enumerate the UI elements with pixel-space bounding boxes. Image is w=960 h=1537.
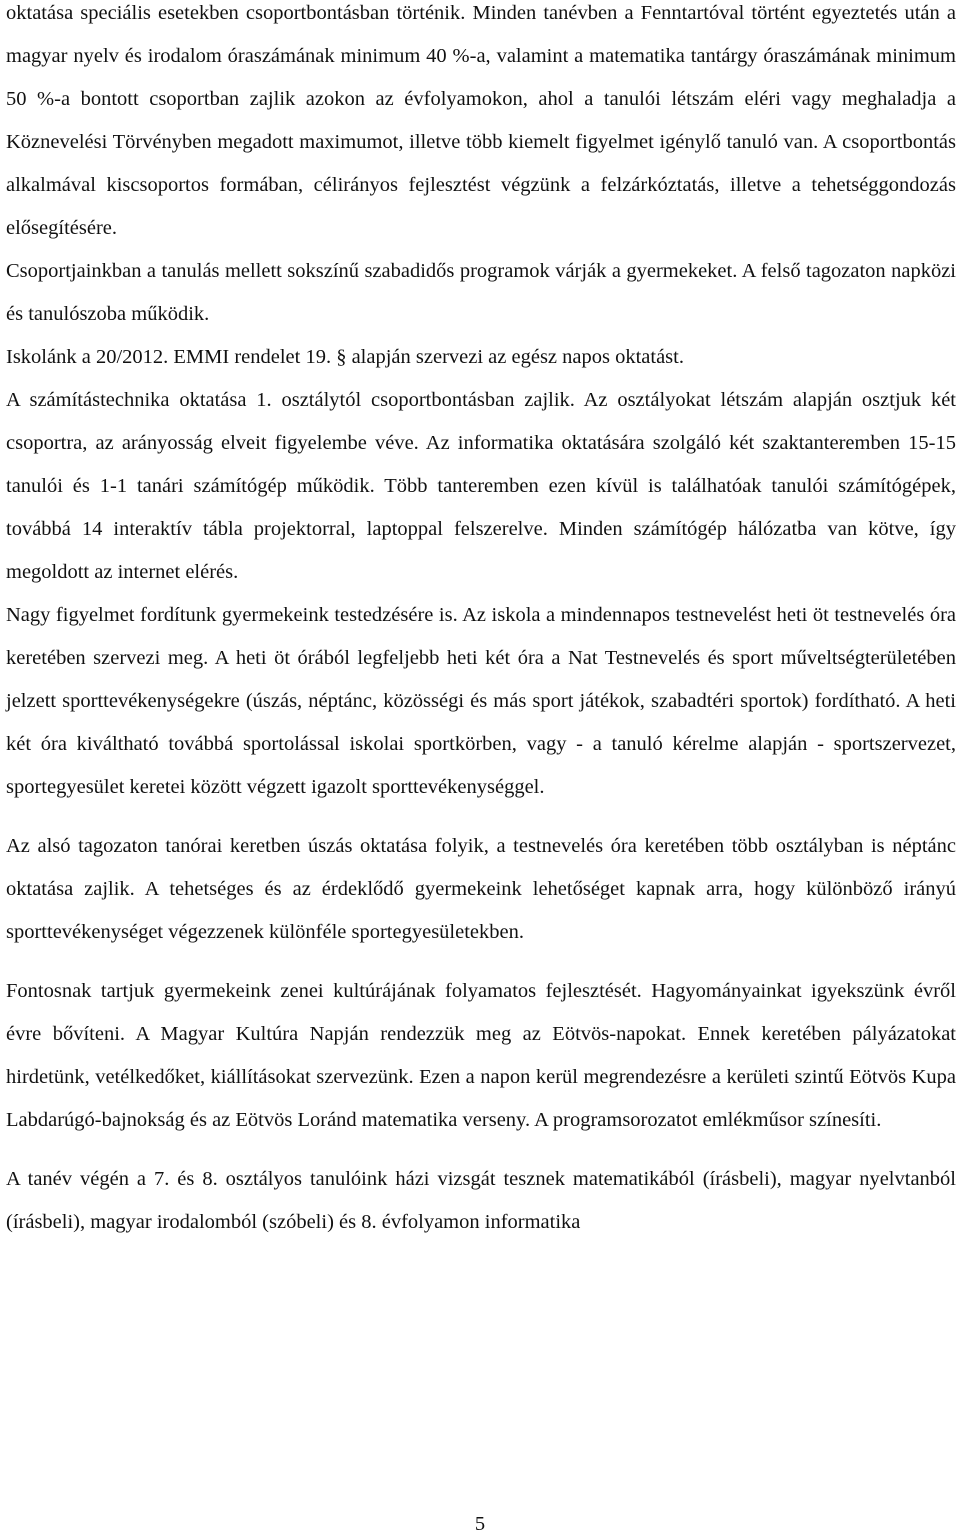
- paragraph-leisure-programs: Csoportjainkban a tanulás mellett sokszínű szabadidős programok várják a gyermekeket. A felső tagozaton napközi és tanulószoba működik.: [6, 260, 956, 325]
- paragraph-computing: A számítástechnika oktatása 1. osztálytól csoportbontásban zajlik. Az osztályokat létszám alapján osztjuk két csoportra, az arányosság elveit figyelembe véve. Az informatika oktatására szolgáló két szaktanteremben 15-15 tanulói és 1-1 tanári számítógép működik. Több tanteremben ezen kívül is találhatóak tanulói számítógépek, továbbá 14 interaktív tábla projektorral, laptoppal felszerelve. Minden számítógép hálózatba van kötve, így megoldott az internet elérés.: [6, 389, 956, 583]
- paragraph-swimming-folk-dance: Az alsó tagozaton tanórai keretben úszás oktatása folyik, a testnevelés óra keretében több osztályban is néptánc oktatása zajlik. A tehetséges és az érdeklődő gyermekeink lehetőséget kapnak arra, hogy különböző irányú sporttevékenységet végezzenek különféle sportegyesületekben.: [6, 835, 956, 943]
- paragraph-music-culture: Fontosnak tartjuk gyermekeink zenei kultúrájának folyamatos fejlesztését. Hagyományainkat igyekszünk évről évre bővíteni. A Magyar Kultúra Napján rendezzük meg az Eötvös-napokat. Ennek keretében pályázatokat hirdetünk, vetélkedőket, kiállításokat szervezünk. Ezen a napon kerül megrendezésre a kerületi szintű Eötvös Kupa Labdarúgó-bajnokság és az Eötvös Loránd matematika verseny. A programsorozatot emlékműsor színesíti.: [6, 980, 956, 1131]
- paragraph-final-exams: A tanév végén a 7. és 8. osztályos tanulóink házi vizsgát tesznek matematikából (írásbeli), magyar nyelvtanból (írásbeli), magyar irodalomból (szóbeli) és 8. évfolyamon informatika: [6, 1168, 956, 1233]
- document-page: [6, 0, 956, 1244]
- paragraph-physical-education: Nagy figyelmet fordítunk gyermekeink testedzésére is. Az iskola a mindennapos testnevelést heti öt testnevelés óra keretében szervezi meg. A heti öt órából legfeljebb heti két óra a Nat Testnevelés és sport műveltségterületében jelzett sporttevékenységekre (úszás, néptánc, közösségi és más sport játékok, szabadtéri sportok) fordítható. A heti két óra kiváltható továbbá sportolással iskolai sportkörben, vagy - a tanuló kérelme alapján - sportszervezet, sportegyesület keretei között végzett igazolt sporttevékenységgel.: [6, 604, 956, 798]
- page-number: 5: [474, 1513, 486, 1535]
- paragraph-group-tuition: oktatása speciális esetekben csoportbontásban történik. Minden tanévben a Fenntartóval történt egyeztetés után a magyar nyelv és irodalom óraszámának minimum 40 %-a, valamint a matematika tantárgy óraszámának minimum 50 %-a bontott csoportban zajlik azokon az évfolyamokon, ahol a tanulói létszám eléri vagy meghaladja a Köznevelési Törvényben megadott maximumot, illetve több kiemelt figyelmet igénylő tanuló van. A csoportbontás alkalmával kiscsoportos formában, célirányos fejlesztést végzünk a felzárkóztatás, illetve a tehetséggondozás elősegítésére.: [6, 2, 956, 239]
- paragraph-all-day-school: Iskolánk a 20/2012. EMMI rendelet 19. § alapján szervezi az egész napos oktatást.: [6, 346, 684, 368]
